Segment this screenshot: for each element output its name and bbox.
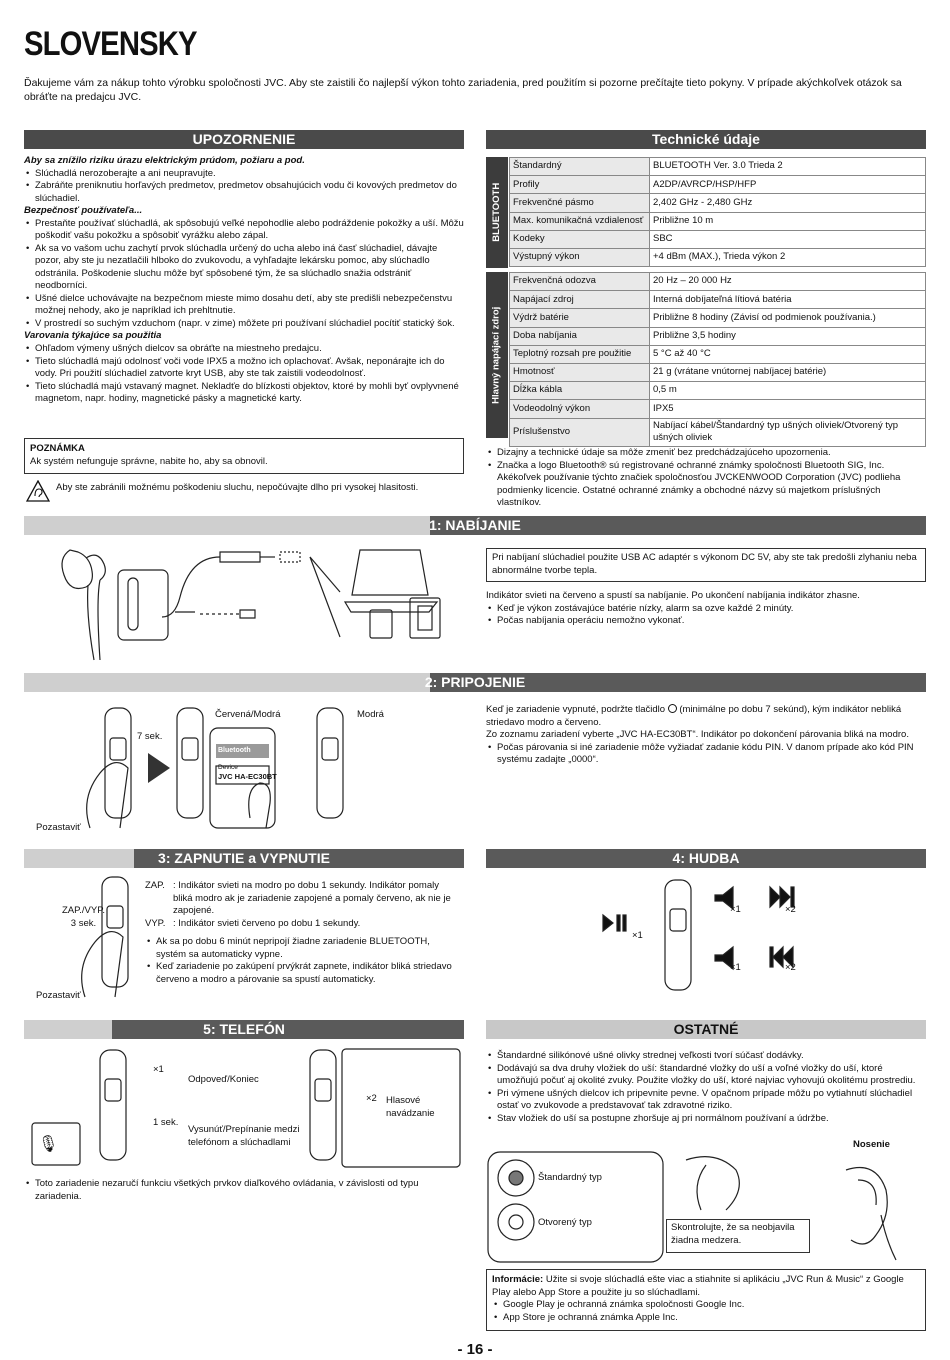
gap-check-box: Skontrolujte, že sa neobjavila žiadna medzera.: [666, 1219, 810, 1253]
spec-value: BLUETOOTH Ver. 3.0 Trieda 2: [650, 158, 926, 176]
phone-x2: ×2: [366, 1093, 377, 1104]
intro-text: Ďakujeme vám za nákup tohto výrobku spoločnosti JVC. Aby ste zaistili čo najlepší výkon tohto zariadenia, pred použitím si pozorne prečítajte tieto pokyny. V prípade akýchkoľvek otázok sa obráťte na predajcu JVC.: [24, 77, 902, 104]
power-header: 3: ZAPNUTIE a VYPNUTIE: [24, 849, 464, 868]
list-item: • Google Play je ochranná známka spoločnosti Google Inc.: [492, 1299, 920, 1312]
bluetooth-spec-table: [509, 157, 926, 267]
spec-row: [510, 158, 926, 176]
list-item: • Dizajny a technické údaje sa môže zmeniť bez predchádzajúceho upozornenia.: [486, 447, 926, 460]
pairing-text: Keď je zariadenie vypnuté, podržte tlačidlo (minimálne po dobu 7 sekúnd), kým indikátor nebliká striedavo modro a červeno. Zo zoznamu zariadení vyberte „JVC HA-EC30BT“. Indikátor po dokončení párovania bliká na modro. • Počas párovania si iné zariadenie môže vyžiadať zadanie kódu PIN. V danom prípade ako kód PIN systému zadajte „0000“.: [486, 704, 926, 767]
spec-value: 20 Hz – 20 000 Hz: [650, 273, 926, 291]
spec-value: A2DP/AVRCP/HSP/HFP: [650, 176, 926, 194]
warning-list-2: [24, 218, 464, 331]
list-item: • Značka a logo Bluetooth® sú registrované ochranné známky spoločnosti Bluetooth SIG, Inc. Akékoľvek používanie týchto značiek spoločnosťou JVCKENWOOD Corporation (JVC) podlieha podmienky licencie. Ostatné ochranné známky a obchodné názvy sú majetkom príslušných vlastníkov.: [486, 460, 926, 510]
warning-list-1: [24, 168, 464, 206]
list-item: • Tieto slúchadlá majú vstavaný magnet. Nekladťe do blízkosti objektov, ktoré by mohli byť ovplyvnené magnetom, napr. hodiny, magnetické pásky a magnetické karty.: [24, 381, 464, 406]
spec-key: Dĺžka kábla: [510, 382, 650, 400]
info-box: Informácie: Užite si svoje slúchadlá ešte viac a stiahnite si aplikáciu „JVC Run & Music“ z Google Play alebo App Store a použite ju so slúchadlami. • Google Play je ochranná známka spoločnosti Google Inc. • App Store je ochranná známka Apple Inc.: [486, 1269, 926, 1331]
other-list: [486, 1050, 926, 1125]
music-illustration: [595, 875, 925, 995]
spec-key: Štandardný: [510, 158, 650, 176]
spec-value: Nabíjací kábel/Štandardný typ ušných oliviek/Otvorený typ ušných oliviek: [650, 418, 926, 446]
music-header: 4: HUDBA: [486, 849, 926, 868]
music-x1-volup: ×1: [730, 904, 741, 915]
spec-row: [510, 363, 926, 381]
music-x2-next: ×2: [785, 904, 796, 915]
pairing-header: 2: PRIPOJENIE: [24, 673, 926, 692]
spec-key: Teplotný rozsah pre použitie: [510, 345, 650, 363]
list-item: • Stav vložiek do uší sa postupne zhoršuje aj pri normálnom používaní a údržbe.: [486, 1113, 926, 1126]
spec-key: Kodeky: [510, 230, 650, 248]
list-item: • Zabráňte preniknutiu horľavých predmetov, predmetov obsahujúcich vodu či kovových predmetov do slúchadiel.: [24, 180, 464, 205]
power-button-icon: [668, 704, 677, 713]
spec-row: [510, 230, 926, 248]
list-item: • Štandardné silikónové ušné olivky strednej veľkosti tvorí súčasť dodávky.: [486, 1050, 926, 1063]
pairing-pause-label: Pozastaviť: [36, 822, 81, 833]
spec-row: [510, 273, 926, 291]
list-item: • Prestaňte používať slúchadlá, ak spôsobujú veľké nepohodlie alebo podráždenie pokožky a uší. Môžu poškodiť vašu pokožku a spôsobiť vyrážku alebo zápal.: [24, 218, 464, 243]
list-item: • Slúchadlá nerozoberajte a ani neupravujte.: [24, 168, 464, 181]
list-item: • Pri výmene ušných dielcov ich pripevnite pevne. V opačnom prípade môžu po vytiahnutí slúchadiel ostať vo zvukovode a predstavovať tak zdravotné riziko.: [486, 1088, 926, 1113]
spec-key: Výstupný výkon: [510, 248, 650, 266]
list-item: • Keď je výkon zostávajúce batérie nízky, alarm sa ozve každé 2 minúty.: [486, 603, 926, 616]
specs-notes: [486, 447, 926, 510]
list-item: • Ohľadom výmeny ušných dielcov sa obráťte na miestneho predajcu.: [24, 343, 464, 356]
spec-key: Profily: [510, 176, 650, 194]
power-pause-label: Pozastaviť: [36, 990, 81, 1001]
bluetooth-label: BLUETOOTH: [486, 157, 508, 268]
list-item: • Počas párovania si iné zariadenie môže vyžiadať zadanie kódu PIN. V danom prípade ako kód PIN systému zadajte „0000“.: [486, 742, 926, 767]
hearing-warning-icon: [26, 480, 50, 502]
spec-row: [510, 382, 926, 400]
charging-text: Indikátor svieti na červeno a spustí sa nabíjanie. Po ukončení nabíjania indikátor zhasne. • Keď je výkon zostávajúce batérie nízky, alarm sa ozve každé 2 minúty. • Počas nabíjania operáciu nemožno vykonať.: [486, 590, 926, 628]
power-onoff-label: ZAP./VYP. 3 sek.: [62, 905, 105, 929]
warning-header: UPOZORNENIE: [24, 130, 464, 149]
spec-key: Príslušenstvo: [510, 418, 650, 446]
warning-section: Aby sa znížilo riziku úrazu elektrickým prúdom, požiaru a pod. • Slúchadlá nerozoberajte a ani neupravujte. • Zabráňte preniknutiu horľavých predmetov, predmetov obsahujúcich vodu či kovových predmetov do slúchadiel. Bezpečnosť používateľa... • Prestaňte používať slúchadlá, ak spôsobujú veľké nepohodlie alebo podráždenie pokožky a uší. Môžu poškodiť vašu pokožku a spôsobiť vyrážku alebo zápal. • Ak sa vo vašom uchu zachytí prvok slúchadla určený do ucha alebo iná časť slúchadiel, dávajte pozor, aby ste ju nezatlačili hlboko do zvukovodu, a vyhľadajte lekársku pomoc, aby slúchadlo odstránila. Poškodenie sluchu môže byť spôsobené tým, že sa slúchadlo snažia odstrániť neodborníci. • Ušné dielce uchovávajte na bezpečnom mieste mimo dosahu detí, aby ste predišli nebezpečenstvu možnej nehody, ako je napríklad ich prehltnutie. • V prostredí so suchým vzduchom (napr. v zime) môžete pri používaní slúchadiel pocítiť statický šok. Varovania týkajúce sa použitia • Ohľadom výmeny ušných dielcov sa obráťte na miestneho predajcu. • Tieto slúchadlá majú odolnosť voči vode IPX5 a možno ich oplachovať. Avšak, neponárajte ich do vody. Pri použití slúchadiel zatvorte kryt USB, aby ste tak zaistili vodeodolnosť. • Tieto slúchadlá majú vstavaný magnet. Nekladťe do blízkosti objektov, ktoré by mohli byť ovplyvnené magnetom, napr. hodiny, magnetické pásky a magnetické karty.: [24, 155, 464, 406]
spec-row: [510, 212, 926, 230]
eartip-standard-label: Štandardný typ: [538, 1172, 602, 1183]
other-header: OSTATNÉ: [486, 1020, 926, 1039]
phone-bluetooth-label: Bluetooth: [218, 747, 251, 754]
music-x1-play: ×1: [632, 930, 643, 941]
list-item: • Tieto slúchadlá majú odolnosť voči vode IPX5 a možno ich oplachovať. Avšak, neponárajte ich do vody. Pri použití slúchadiel zatvorte kryt USB, aby ste tak zaistili vodeodolnosť.: [24, 356, 464, 381]
phone-device-label: Device: [218, 764, 238, 771]
spec-value: Približne 3,5 hodiny: [650, 327, 926, 345]
power-text: ZAP. : Indikátor svieti na modro po dobu 1 sekundy. Indikátor pomaly bliká modro ak je zariadenie zapojené a pomaly červeno, ak nie je zapojené. VYP. : Indikátor svieti červeno po dobu 1 sekundy. • Ak sa po dobu 6 minút nepripojí žiadne zariadenie BLUETOOTH, systém sa automaticky vypne. • Keď zariadenie po zakúpení prvýkrát zapnete, indikátor bliká striedavo červeno a modro a párovanie sa spustí automaticky.: [145, 880, 455, 986]
music-x1-voldown: ×1: [730, 962, 741, 973]
spec-row: [510, 194, 926, 212]
spec-row: [510, 345, 926, 363]
spec-row: [510, 176, 926, 194]
list-item: • Keď zariadenie po zakúpení prvýkrát zapnete, indikátor bliká striedavo červeno a modro a párovanie sa spustí automaticky.: [145, 961, 455, 986]
list-item: • Dodávajú sa dva druhy vložiek do uší: štandardné vložky do uší a voľné vložky do uší, ktoré umožňujú počuť aj okolité zvuky. Použite vložky do uší, ktoré najviac vyhovujú okolitému prostrediu.: [486, 1063, 926, 1088]
spec-value: Približne 10 m: [650, 212, 926, 230]
microphone-icon: 🎙: [38, 1136, 59, 1153]
charging-illustration: [40, 540, 470, 670]
list-item: • V prostredí so suchým vzduchom (napr. v zime) môžete pri používaní slúchadiel pocítiť statický šok.: [24, 318, 464, 331]
page-title: SLOVENSKY: [24, 25, 197, 63]
phone-voice-label: Hlasové navádzanie: [386, 1095, 435, 1119]
power-illustration: [30, 872, 140, 1002]
charging-note-box: Pri nabíjaní slúchadiel použite USB AC adaptér s výkonom DC 5V, aby ste tak predošli zlyhaniu neba abnormálne tvorbe tepla.: [486, 548, 926, 582]
pairing-blue-label: Modrá: [357, 709, 384, 720]
spec-value: Približne 8 hodiny (Závisí od podmienok používania.): [650, 309, 926, 327]
phone-x1: ×1: [153, 1064, 164, 1075]
page-number: - 16 -: [457, 1341, 493, 1358]
warning-list-3: [24, 343, 464, 406]
spec-row: [510, 309, 926, 327]
spec-key: Napájací zdroj: [510, 291, 650, 309]
power-spec-table: [509, 272, 926, 447]
phone-reject-label: Vysunúť/Prepínanie medzi telefónom a slúchadlami: [188, 1124, 300, 1148]
spec-key: Vodeodolný výkon: [510, 400, 650, 418]
note-box: POZNÁMKA Ak systém nefunguje správne, nabite ho, aby sa obnovil.: [24, 438, 464, 474]
music-x2-prev: ×2: [785, 962, 796, 973]
pairing-redblue-label: Červená/Modrá: [215, 709, 281, 720]
wearing-label: Nosenie: [853, 1139, 890, 1150]
spec-value: 5 °C až 40 °C: [650, 345, 926, 363]
spec-key: Výdrž batérie: [510, 309, 650, 327]
main-power-label: Hlavný napájací zdroj: [486, 272, 508, 438]
hearing-warning-text: Aby ste zabránili možnému poškodeniu sluchu, nepočúvajte dlho pri vysokej hlasitosti.: [56, 482, 419, 493]
spec-row: [510, 248, 926, 266]
spec-key: Doba nabíjania: [510, 327, 650, 345]
spec-value: IPX5: [650, 400, 926, 418]
spec-value: +4 dBm (MAX.), Trieda výkon 2: [650, 248, 926, 266]
list-item: • Počas nabíjania operáciu nemožno vykonať.: [486, 615, 926, 628]
spec-value: 0,5 m: [650, 382, 926, 400]
spec-row: [510, 400, 926, 418]
spec-key: Hmotnosť: [510, 363, 650, 381]
spec-row: [510, 291, 926, 309]
phone-header: 5: TELEFÓN: [24, 1020, 464, 1039]
spec-key: Frekvenčné pásmo: [510, 194, 650, 212]
phone-1s: 1 sek.: [153, 1117, 179, 1128]
phone-answer-label: Odpoveď/Koniec: [188, 1074, 259, 1085]
spec-value: 2,402 GHz - 2,480 GHz: [650, 194, 926, 212]
list-item: • Ak sa po dobu 6 minút nepripojí žiadne zariadenie BLUETOOTH, systém sa automaticky vypne.: [145, 936, 455, 961]
list-item: • Ak sa vo vašom uchu zachytí prvok slúchadla určený do ucha alebo iná časť slúchadiel, dávajte pozor, aby ste ju nezatlačili hlboko do zvukovodu, a vyhľadajte lekársku pomoc, aby slúchadlo odstránila. Poškodenie sluchu môže byť spôsobené tým, že sa slúchadlo snažia odstrániť neodborníci.: [24, 243, 464, 293]
specs-header: Technické údaje: [486, 130, 926, 149]
spec-value: 21 g (vrátane vnútornej nabíjacej batérie): [650, 363, 926, 381]
list-item: • App Store je ochranná známka Apple Inc.: [492, 1312, 920, 1325]
spec-value: Interná dobíjateľná lítiová batéria: [650, 291, 926, 309]
eartip-open-label: Otvorený typ: [538, 1217, 592, 1228]
spec-value: SBC: [650, 230, 926, 248]
spec-row: [510, 418, 926, 446]
pairing-7s-label: 7 sek.: [137, 731, 163, 742]
charging-header: 1: NABÍJANIE: [24, 516, 926, 535]
phone-note: • Toto zariadenie nezaručí funkciu všetkých prvkov diaľkového ovládania, v závislosti od typu zariadenia.: [24, 1178, 464, 1203]
spec-key: Max. komunikačná vzdialenosť: [510, 212, 650, 230]
list-item: • Ušné dielce uchovávajte na bezpečnom mieste mimo dosahu detí, aby ste predišli nebezpečenstvu možnej nehody, ako je napríklad ich prehltnutie.: [24, 293, 464, 318]
spec-row: [510, 327, 926, 345]
spec-key: Frekvenčná odozva: [510, 273, 650, 291]
phone-device-model: JVC HA-EC30BT: [218, 772, 277, 781]
